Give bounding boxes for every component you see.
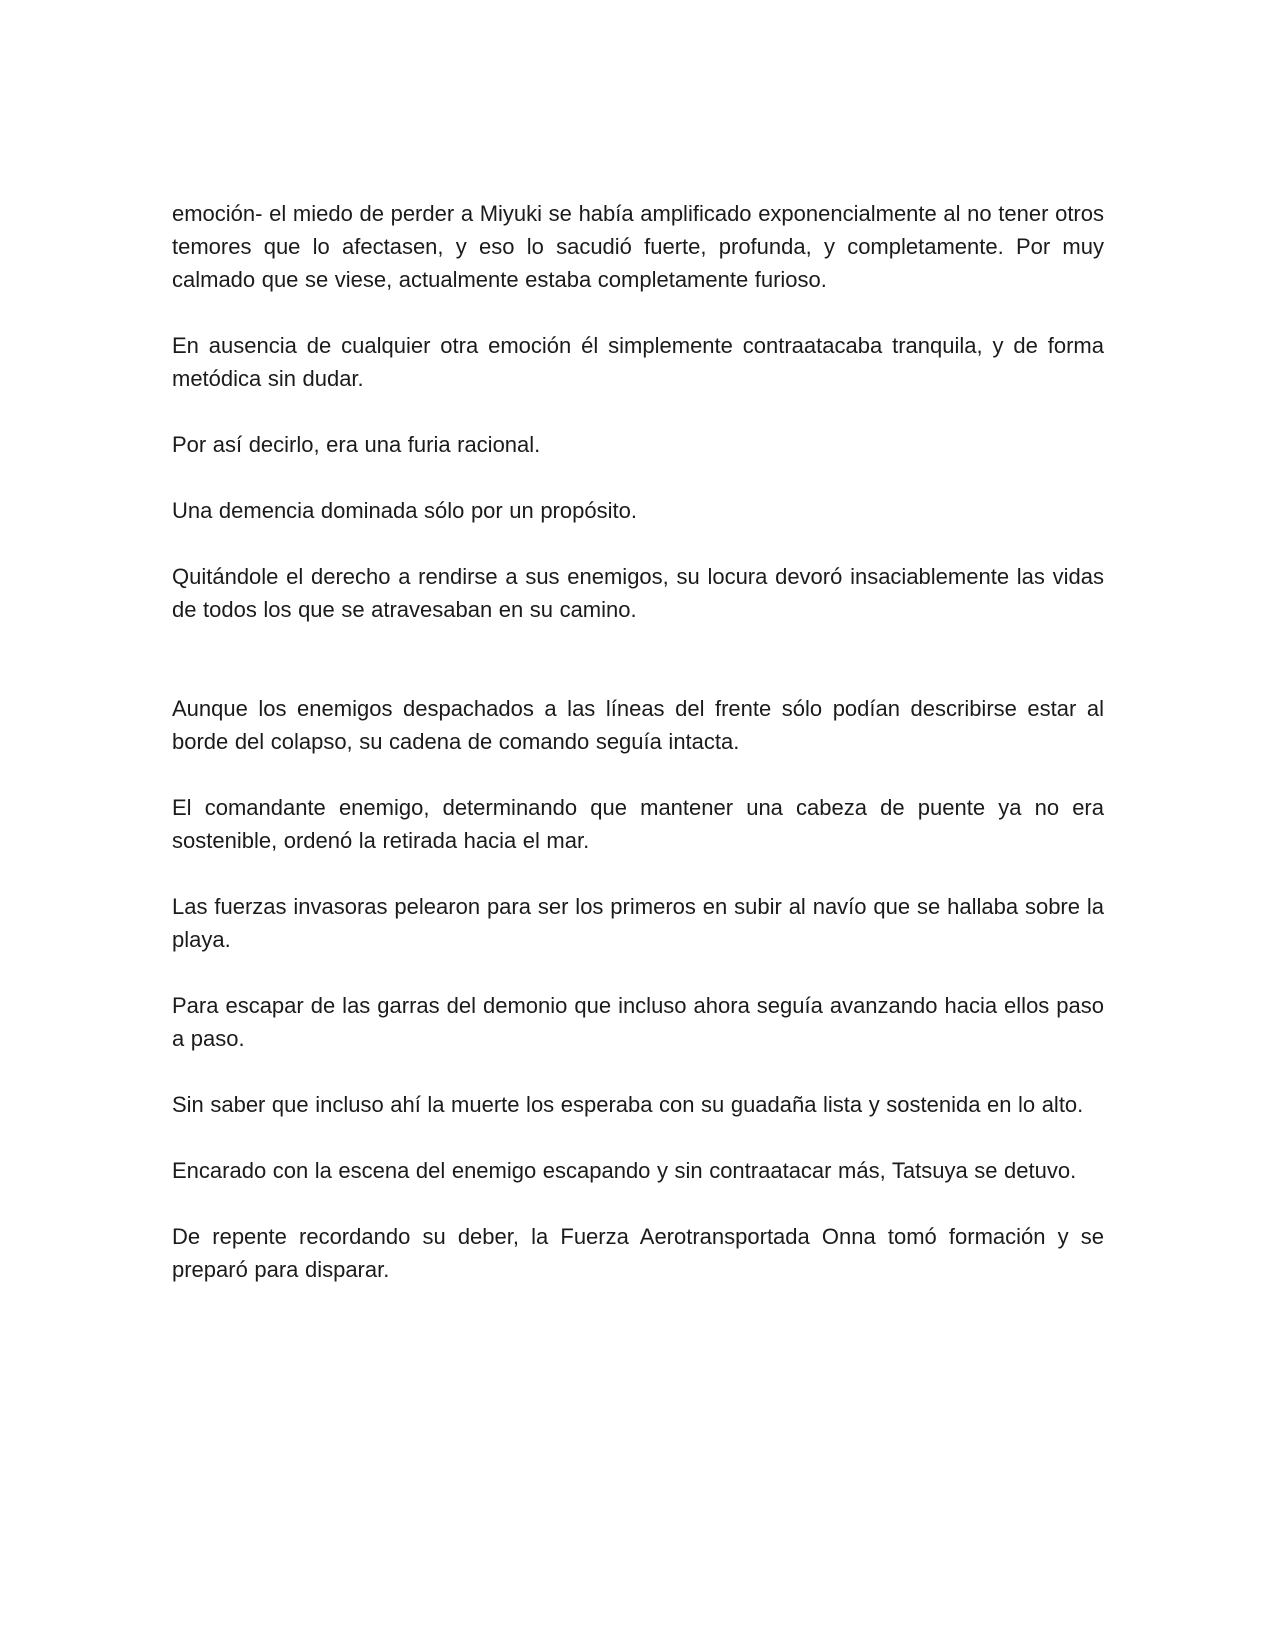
text-block <box>172 197 1104 1286</box>
paragraph: En ausencia de cualquier otra emoción él simplemente contraatacaba tranquila, y de forma metódica sin dudar. <box>172 333 1104 391</box>
paragraph: Quitándole el derecho a rendirse a sus enemigos, su locura devoró insaciablemente las vidas de todos los que se atravesaban en su camino. <box>172 564 1104 622</box>
paragraph: Las fuerzas invasoras pelearon para ser los primeros en subir al navío que se hallaba sobre la playa. <box>172 894 1104 952</box>
paragraph: De repente recordando su deber, la Fuerza Aerotransportada Onna tomó formación y se preparó para disparar. <box>172 1224 1104 1282</box>
paragraph: Aunque los enemigos despachados a las líneas del frente sólo podían describirse estar al borde del colapso, su cadena de comando seguía intacta. <box>172 696 1104 754</box>
paragraph: Sin saber que incluso ahí la muerte los esperaba con su guadaña lista y sostenida en lo alto. <box>172 1092 1084 1117</box>
paragraph: Una demencia dominada sólo por un propósito. <box>172 498 637 523</box>
paragraph: Por así decirlo, era una furia racional. <box>172 432 541 457</box>
paragraph: Para escapar de las garras del demonio que incluso ahora seguía avanzando hacia ellos paso a paso. <box>172 993 1104 1051</box>
paragraph: El comandante enemigo, determinando que mantener una cabeza de puente ya no era sostenible, ordenó la retirada hacia el mar. <box>172 795 1104 853</box>
paragraph: emoción- el miedo de perder a Miyuki se había amplificado exponencialmente al no tener otros temores que lo afectasen, y eso lo sacudió fuerte, profunda, y completamente. Por muy calmado que se viese, actualmente estaba completamente furioso. <box>172 201 1104 292</box>
paragraph: Encarado con la escena del enemigo escapando y sin contraatacar más, Tatsuya se detuvo. <box>172 1158 1077 1183</box>
